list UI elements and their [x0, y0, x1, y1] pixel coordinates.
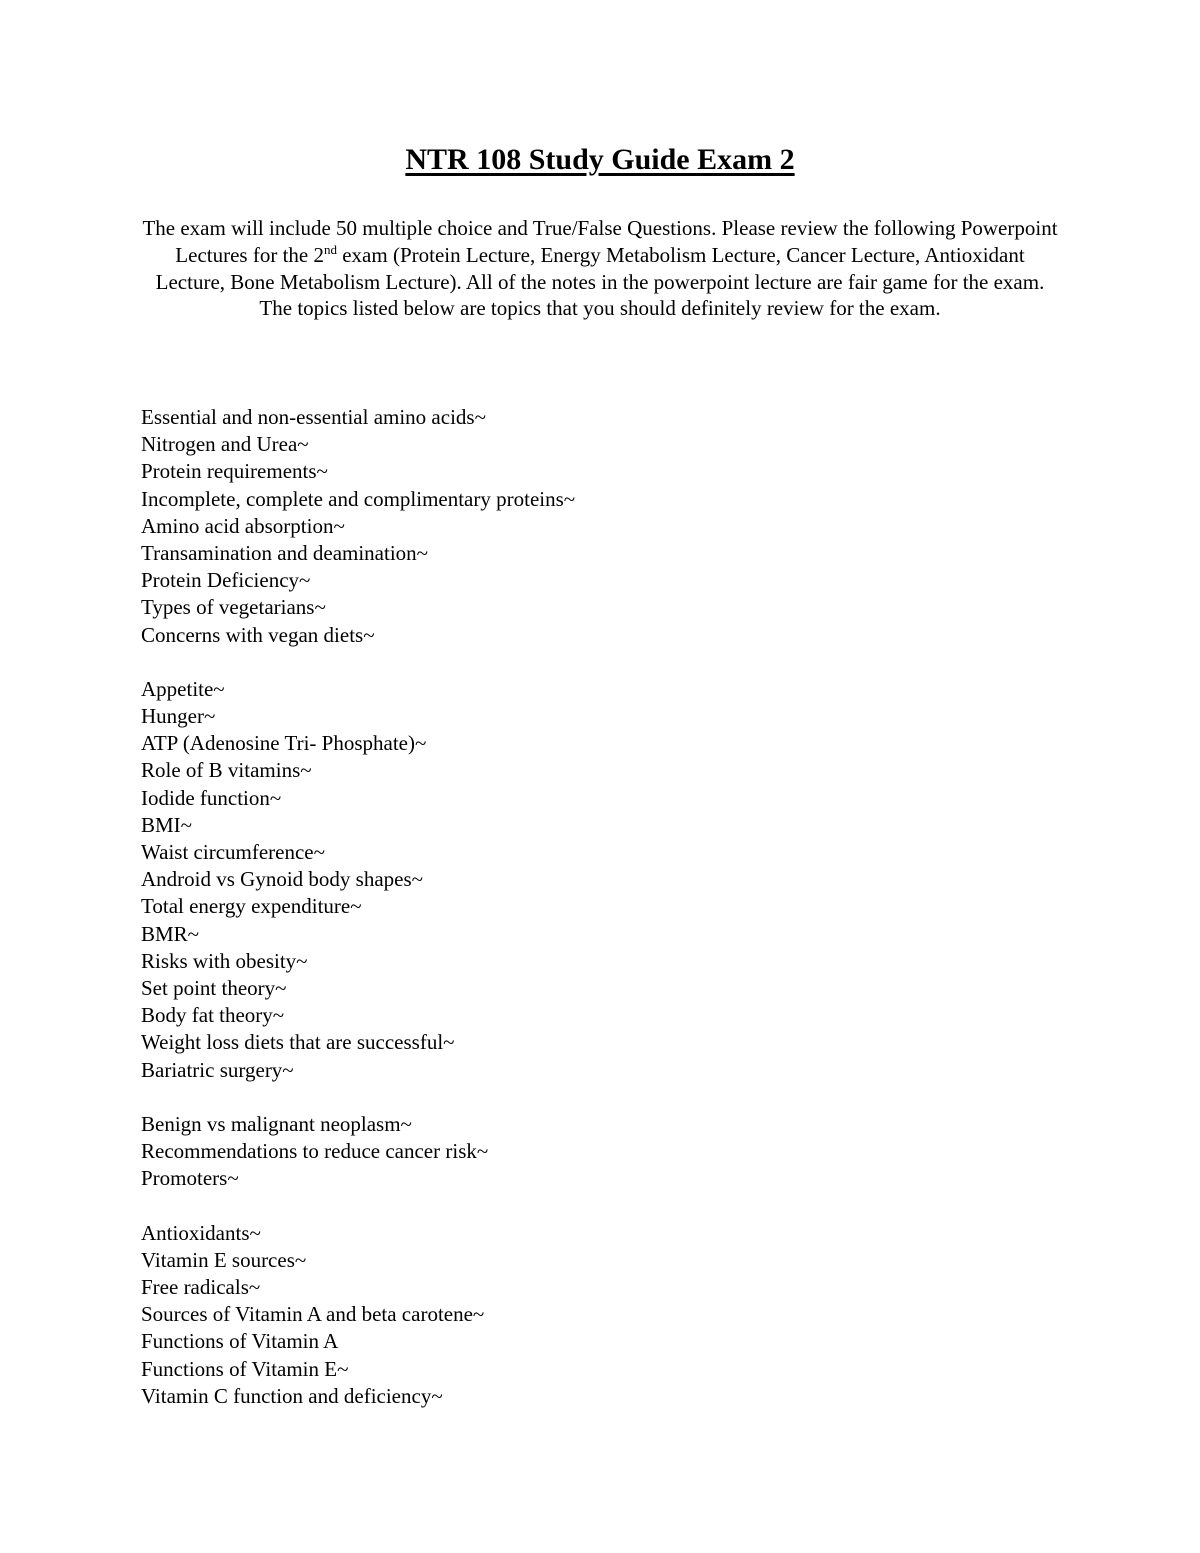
topic-item: BMR~	[141, 921, 200, 946]
topic-list	[141, 404, 1041, 1437]
topic-item: Weight loss diets that are successful~	[141, 1030, 455, 1055]
topic-item: Protein requirements~	[141, 459, 328, 484]
topic-item: Vitamin E sources~	[141, 1247, 307, 1272]
topic-item: Total energy expenditure~	[141, 894, 362, 919]
topic-item: Incomplete, complete and complimentary proteins~	[141, 486, 576, 511]
topic-item: Essential and non-essential amino acids~	[141, 405, 486, 429]
topic-item: Bariatric surgery~	[141, 1057, 294, 1082]
intro-text-end: exam (Protein Lecture, Energy Metabolism Lecture, Cancer Lecture, Antioxidant Lecture, Bone Metabolism Lecture). All of the notes in the powerpoint lecture are fair game for the exam. The topics listed below are topics that you should definitely review for the exam.	[155, 242, 1045, 321]
topic-item: Waist circumference~	[141, 840, 325, 864]
topic-item: Sources of Vitamin A and beta carotene~	[141, 1302, 485, 1327]
topic-group-protein	[141, 404, 1041, 649]
intro-text-start: The exam will include 50 multiple choice and True/False Questions. Please review the following Powerpoint Lectures for the 2	[142, 216, 1058, 267]
topic-item: Role of B vitamins~	[141, 758, 312, 783]
topic-item: Appetite~	[141, 676, 225, 701]
page-title: NTR 108 Study Guide Exam 2	[405, 143, 795, 176]
intro-paragraph	[140, 215, 1060, 322]
topic-item: Body fat theory~	[141, 1003, 285, 1028]
topic-item: Recommendations to reduce cancer risk~	[141, 1139, 489, 1164]
topic-item: Free radicals~	[141, 1275, 261, 1299]
ordinal-superscript: nd	[323, 241, 337, 257]
topic-item: Protein Deficiency~	[141, 568, 311, 593]
topic-item: Types of vegetarians~	[141, 595, 326, 620]
topic-item: Functions of Vitamin E~	[141, 1356, 349, 1381]
topic-item: Set point theory~	[141, 975, 287, 1000]
topic-item: Vitamin C function and deficiency~	[141, 1383, 443, 1408]
topic-item: Nitrogen and Urea~	[141, 432, 309, 457]
topic-item: Concerns with vegan diets~	[141, 622, 375, 647]
topic-group-cancer	[141, 1111, 1041, 1193]
topic-item: Hunger~	[141, 704, 216, 729]
topic-item: BMI~	[141, 812, 193, 837]
topic-item: Iodide function~	[141, 785, 282, 810]
topic-item: Antioxidants~	[141, 1220, 261, 1245]
topic-item: Functions of Vitamin A	[141, 1329, 339, 1354]
topic-group-energy	[141, 676, 1041, 1084]
topic-group-antioxidants	[141, 1220, 1041, 1410]
topic-item: ATP (Adenosine Tri- Phosphate)~	[141, 731, 427, 756]
topic-item: Android vs Gynoid body shapes~	[141, 867, 424, 892]
topic-item: Transamination and deamination~	[141, 540, 429, 565]
topic-item: Amino acid absorption~	[141, 513, 345, 538]
topic-item: Promoters~	[141, 1166, 239, 1191]
topic-item: Benign vs malignant neoplasm~	[141, 1111, 412, 1136]
topic-item: Risks with obesity~	[141, 948, 308, 973]
